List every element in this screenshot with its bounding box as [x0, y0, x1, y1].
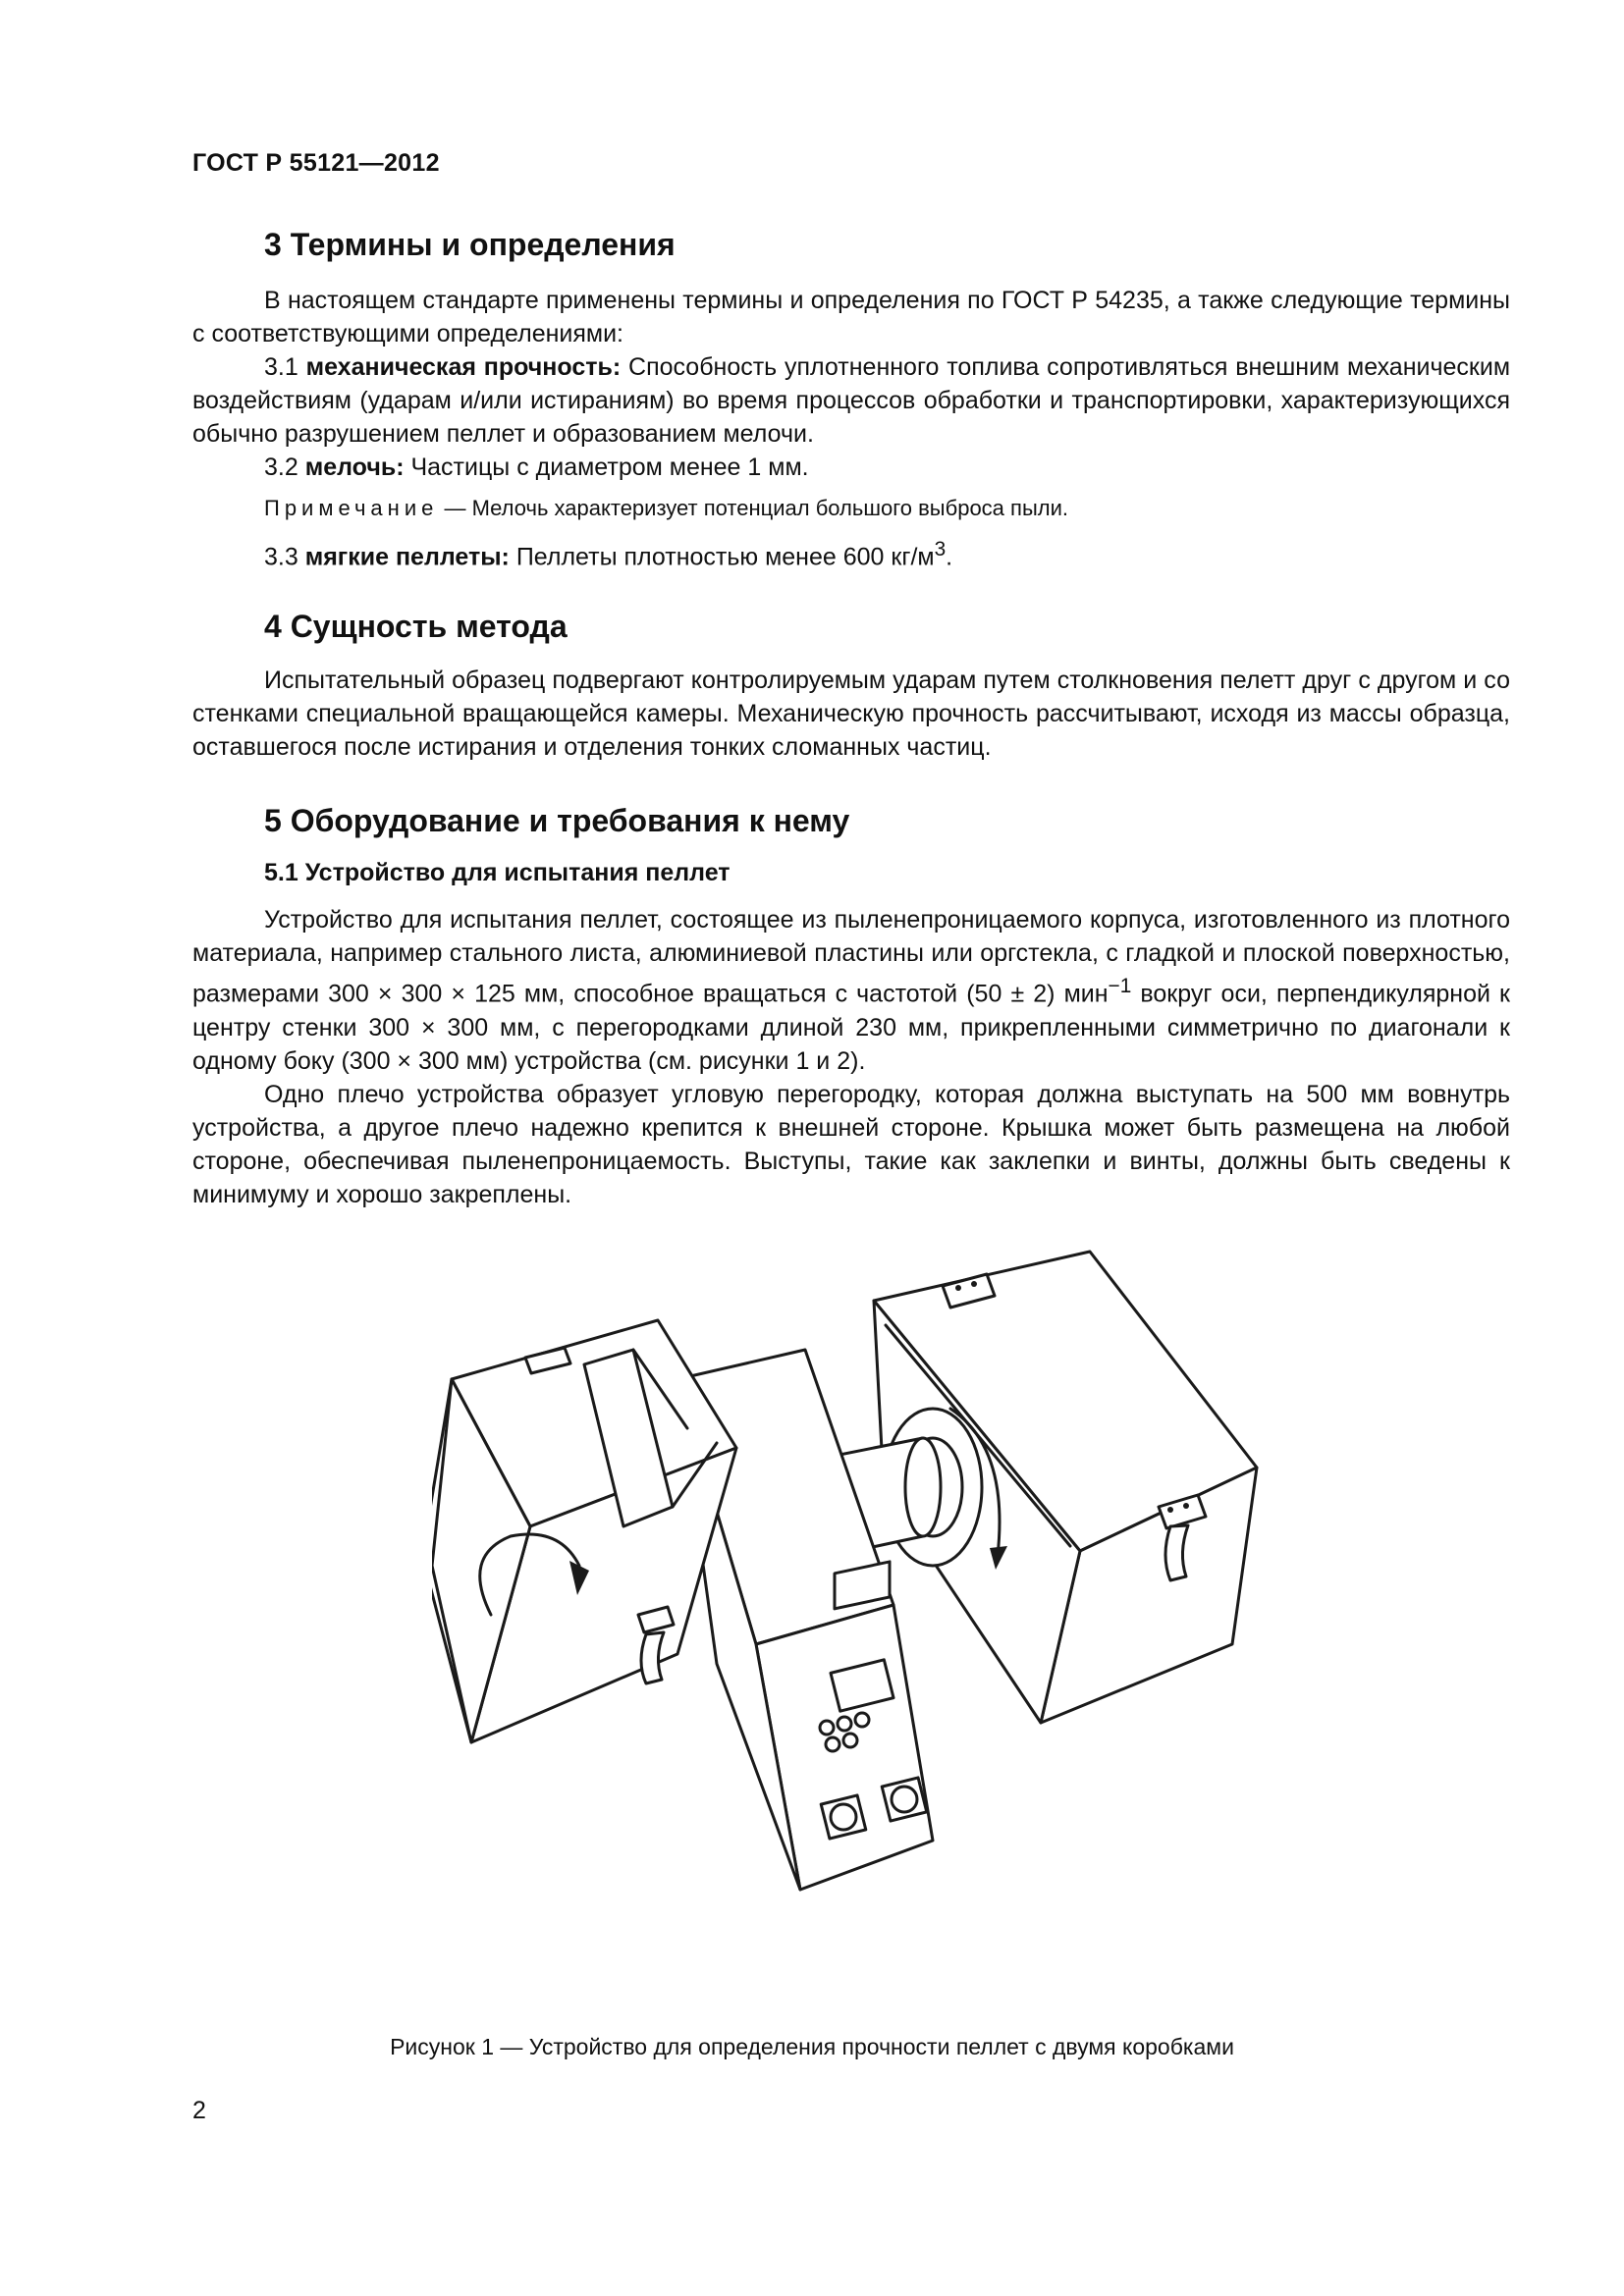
section-3-title: 3 Термины и определения — [264, 227, 676, 262]
note-label: Примечание — [264, 496, 439, 520]
term-3-3-superscript: 3 — [934, 538, 947, 561]
term-3-1-definition: Способность уплотненного топлива сопротивляться внешним механическим воздействиям (ударам и/или истираниям) во время процессов обработки и транспортировки, характеризующихся обычно разрушением пеллет и образованием мелочи. — [192, 353, 1511, 448]
page-number: 2 — [192, 2097, 206, 2124]
p1-superscript: −1 — [1108, 975, 1132, 998]
term-3-3-end: . — [946, 543, 953, 571]
term-3-1-term: механическая прочность: — [305, 353, 622, 381]
term-3-2-number: 3.2 — [264, 454, 298, 481]
section-3-intro: В настоящем стандарте применены термины и определения по ГОСТ Р 54235, а также следующие термины с соответствующими определениями: — [192, 287, 1510, 347]
term-3-2-term: мелочь: — [304, 454, 405, 481]
p1-text-b: вокруг оси, перпендикулярной к центру стенки 300 × 300 мм, с перегородками длиной 230 мм, прикрепленными симметрично по диагонали к одному боку (300 × 300 мм) устройства (см. рисунки 1 и 2). — [192, 980, 1510, 1075]
section-4-title: 4 Сущность метода — [264, 609, 568, 645]
figure-caption: Рисунок 1 — Устройство для определения прочности пеллет с двумя коробками — [390, 2034, 1234, 2059]
term-3-3 — [192, 533, 1510, 573]
term-3-3-number: 3.3 — [264, 543, 298, 571]
left-box — [432, 1320, 736, 1742]
subsection-5-1-title: 5.1 Устройство для испытания пеллет — [264, 859, 731, 887]
term-3-1-number: 3.1 — [264, 353, 298, 381]
document-body — [192, 221, 1510, 1211]
section-5-paragraph-2: Одно плечо устройства образует угловую перегородку, которая должна выступать на 500 мм вовнутрь устройства, а другое плечо надежно крепится к внешней стороне. Крышка может быть размещена на любой стороне, обеспечивая пыленепроницаемость. Выступы, такие как заклепки и винты, должны быть сведены к минимуму и хорошо закреплены. — [192, 1080, 1510, 1208]
section-5-paragraph-1 — [192, 903, 1510, 1077]
term-3-2 — [192, 451, 1510, 484]
term-3-3-term: мягкие пеллеты: — [304, 543, 510, 571]
note — [192, 494, 1510, 523]
document-header: ГОСТ Р 55121—2012 — [192, 149, 440, 177]
section-5-title: 5 Оборудование и требования к нему — [264, 803, 850, 839]
note-text: — Мелочь характеризует потенциал большого выброса пыли. — [444, 496, 1068, 520]
pellet-tester-drawing — [432, 1232, 1267, 2017]
term-3-2-definition: Частицы с диаметром менее 1 мм. — [410, 454, 809, 481]
term-3-3-definition: Пеллеты плотностью менее 600 кг/м — [515, 543, 935, 571]
figure-1 — [432, 1232, 1267, 2017]
p1-text-a: Устройство для испытания пеллет, состоящее из пыленепроницаемого корпуса, изготовленного из плотного материала, например стального листа, алюминиевой пластины или оргстекла, с гладкой и плоской поверхностью, размерами 300 × 300 × 125 мм, способное вращаться с частотой (50 ± 2) мин — [192, 906, 1510, 1008]
term-3-1 — [192, 350, 1510, 451]
section-4-text: Испытательный образец подвергают контролируемым ударам путем столкновения пелетт друг с другом и со стенками специальной вращающейся камеры. Механическую прочность рассчитывают, исходя из массы образца, оставшегося после истирания и отделения тонких сломанных частиц. — [192, 667, 1510, 762]
